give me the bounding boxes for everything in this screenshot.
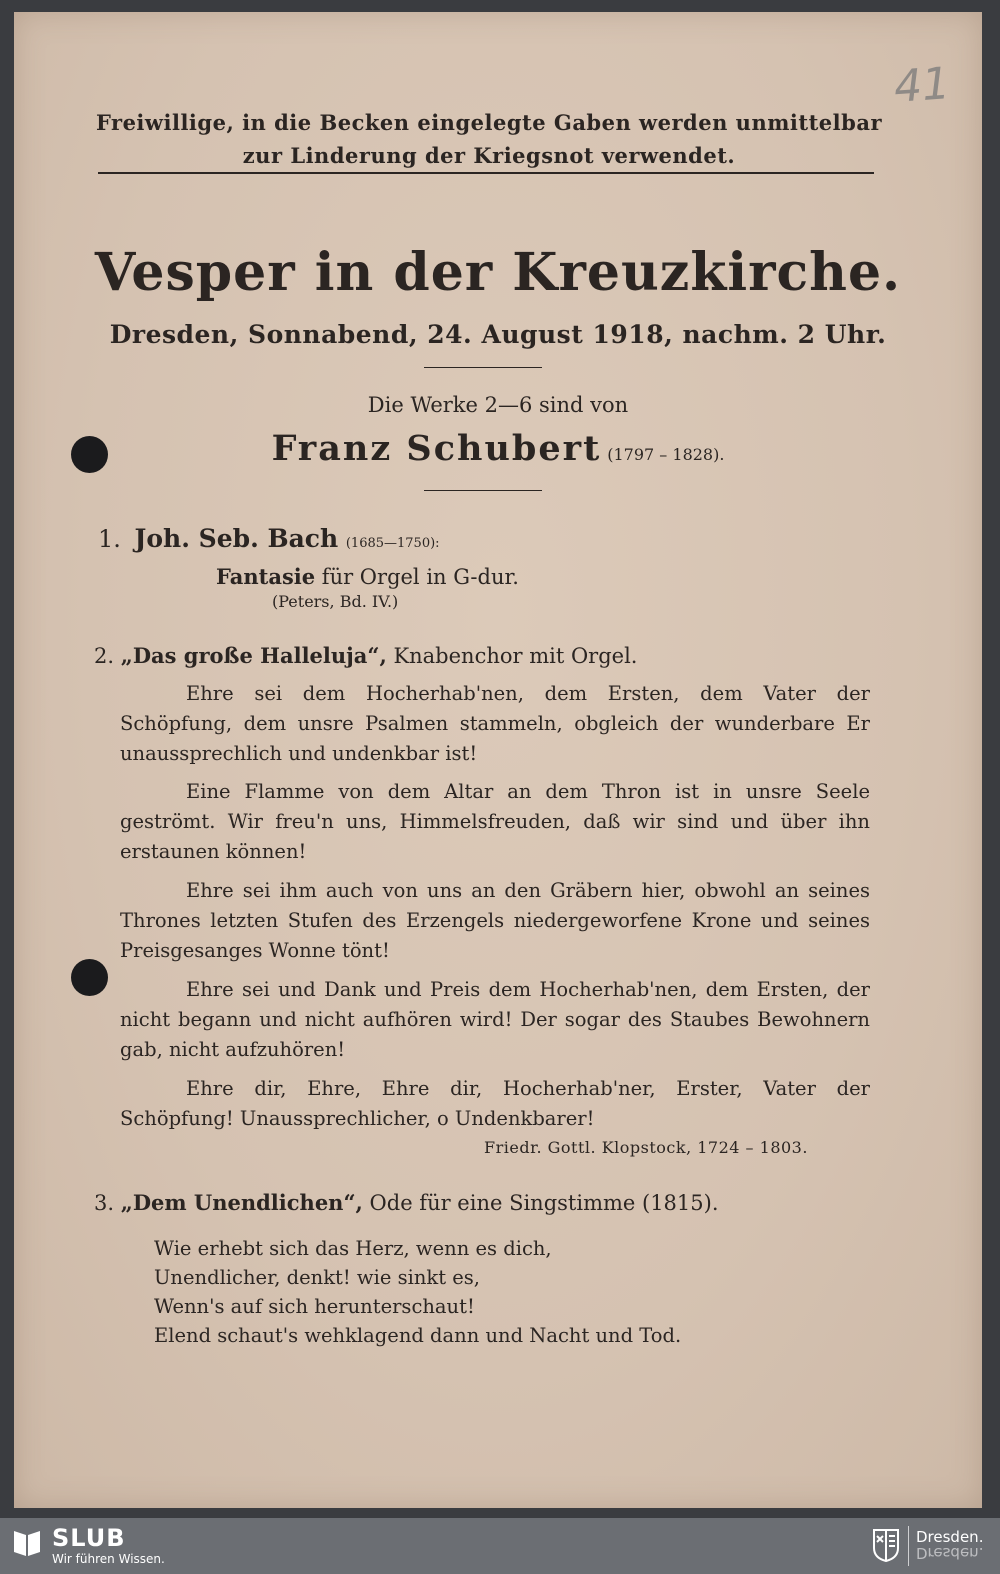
slub-tagline: Wir führen Wissen. [52, 1552, 165, 1566]
handwritten-page-number: 41 [892, 58, 952, 113]
notice-line-1: Freiwillige, in die Becken eingelegte Gaben werden unmittelbar [95, 110, 883, 135]
item-2-paragraph-1: Ehre sei dem Hocherhab'nen, dem Ersten, dem Vater der Schöpfung, dem unsre Psalmen stammeln, obgleich der wunderbare Er unaussprechlich und undenkbar ist! [120, 682, 870, 765]
item-3-number: 3. [94, 1191, 115, 1215]
item-2-paragraph-5: Ehre dir, Ehre, Ehre dir, Hocherhab'ner, Erster, Vater der Schöpfung! Unaussprechlicher, o Undenkbarer! [120, 1077, 870, 1130]
book-icon [12, 1526, 42, 1558]
item-1-heading [98, 524, 440, 553]
item-3-title: „Dem Unendlichen“, [120, 1190, 363, 1215]
item-2-title: „Das große Halleluja“, [120, 643, 387, 668]
page-title: Vesper in der Kreuzkirche. [94, 242, 902, 303]
event-date-line: Dresden, Sonnabend, 24. August 1918, nachm. 2 Uhr. [109, 320, 887, 349]
notice-line-2: zur Linderung der Kriegsnot verwendet. [242, 143, 736, 168]
poem-line-4: Elend schaut's wehklagend dann und Nacht und Tod. [154, 1324, 682, 1347]
poem-line-2: Unendlicher, denkt! wie sinkt es, [154, 1266, 480, 1289]
viewer-footer [0, 1518, 1000, 1574]
item-2-paragraph-2: Eine Flamme von dem Altar an dem Thron ist in unsre Seele geströmt. Wir freu'n uns, Himmelsfreuden, daß wir sind und über ihn erstaunen können! [120, 780, 870, 863]
item-2-heading [94, 643, 638, 668]
item-1-composer: Joh. Seb. Bach [134, 524, 339, 553]
poem-line-3: Wenn's auf sich herunterschaut! [154, 1295, 475, 1318]
dresden-logo-reflection: Dresden. [916, 1544, 984, 1562]
item-3-setting: Ode für eine Singstimme (1815). [369, 1191, 719, 1215]
item-2-setting: Knabenchor mit Orgel. [393, 644, 638, 668]
item-1-number: 1. [98, 525, 121, 553]
divider-rule [98, 172, 874, 174]
item-1-edition: (Peters, Bd. IV.) [272, 592, 399, 611]
item-2-paragraph-4: Ehre sei und Dank und Preis dem Hocherhab'nen, dem Ersten, der nicht begann und nicht aufhören wird! Der sogar des Staubes Bewohnern gab, nicht aufzuhören! [120, 978, 870, 1061]
slub-logo-text[interactable]: SLUB [52, 1524, 126, 1552]
poem-line-1: Wie erhebt sich das Herz, wenn es dich, [154, 1237, 552, 1260]
item-1-work-title: Fantasie [216, 564, 316, 589]
item-1-dates: (1685—1750): [345, 536, 440, 551]
item-2-number: 2. [94, 644, 115, 668]
punch-hole-bottom [71, 959, 108, 996]
donation-notice [94, 106, 884, 172]
item-1-work-rest: für Orgel in G-dur. [321, 565, 519, 589]
dresden-logo-text[interactable]: Dresden. [916, 1528, 984, 1546]
composer-heading [14, 428, 982, 469]
document-page [14, 12, 982, 1508]
composer-dates: (1797 – 1828). [607, 445, 725, 464]
coat-of-arms-icon [872, 1528, 900, 1562]
short-divider-1 [424, 367, 542, 368]
punch-hole-top [71, 436, 108, 473]
item-3-heading [94, 1190, 719, 1215]
works-note: Die Werke 2—6 sind von [367, 393, 629, 417]
item-2-author: Friedr. Gottl. Klopstock, 1724 – 1803. [484, 1138, 808, 1157]
composer-name: Franz Schubert [271, 428, 602, 469]
item-1-work [216, 564, 519, 589]
item-2-paragraph-3: Ehre sei ihm auch von uns an den Gräbern hier, obwohl an seines Thrones letzten Stufen des Erzengels niedergeworfene Krone und seines Preisgesanges Wonne tönt! [120, 879, 870, 962]
short-divider-2 [424, 490, 542, 491]
footer-separator [908, 1526, 909, 1566]
item-3-poem [154, 1234, 681, 1350]
